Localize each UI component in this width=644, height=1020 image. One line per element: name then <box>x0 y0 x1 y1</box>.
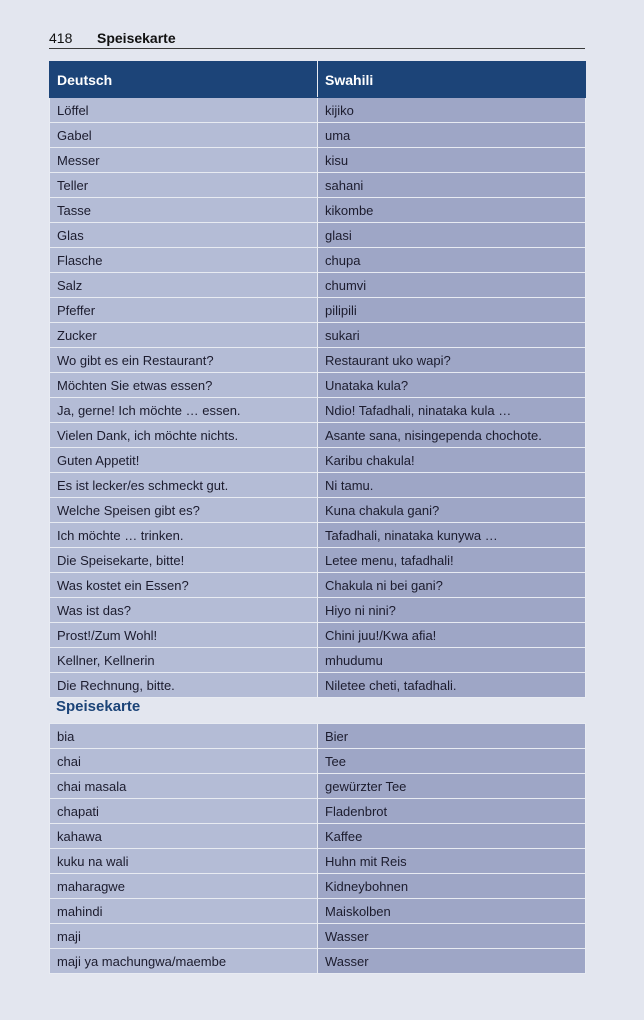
table-row <box>50 573 586 598</box>
table-row <box>50 799 586 824</box>
cell-german: Salz <box>50 273 318 298</box>
table-row <box>50 523 586 548</box>
cell-swahili: chumvi <box>318 273 586 298</box>
table-row <box>50 348 586 373</box>
cell-swahili: kikombe <box>318 198 586 223</box>
table-row <box>50 448 586 473</box>
table-row <box>50 774 586 799</box>
table-row <box>50 623 586 648</box>
cell-swahili: Huhn mit Reis <box>318 849 586 874</box>
table-row <box>50 673 586 698</box>
cell-german: Gabel <box>50 123 318 148</box>
cell-swahili: glasi <box>318 223 586 248</box>
cell-german: Flasche <box>50 248 318 273</box>
table-row <box>50 423 586 448</box>
cell-german: Die Rechnung, bitte. <box>50 673 318 698</box>
cell-swahili: chupa <box>318 248 586 273</box>
table-row <box>50 98 586 123</box>
cell-german: Kellner, Kellnerin <box>50 648 318 673</box>
table-row <box>50 173 586 198</box>
column-header-swahili: Swahili <box>318 62 586 98</box>
running-title: Speisekarte <box>97 30 176 46</box>
cell-swahili: Chakula ni bei gani? <box>318 573 586 598</box>
cell-german: Wo gibt es ein Restaurant? <box>50 348 318 373</box>
cell-swahili: sahani <box>318 173 586 198</box>
table-row <box>50 323 586 348</box>
cell-german: chapati <box>50 799 318 824</box>
cell-swahili: Letee menu, tafadhali! <box>318 548 586 573</box>
page-number: 418 <box>49 30 73 46</box>
cell-swahili: Restaurant uko wapi? <box>318 348 586 373</box>
cell-swahili: Maiskolben <box>318 899 586 924</box>
running-header <box>49 28 585 49</box>
table-row <box>50 148 586 173</box>
table-row <box>50 223 586 248</box>
cell-german: maji <box>50 924 318 949</box>
table-row <box>50 648 586 673</box>
cell-german: Messer <box>50 148 318 173</box>
cell-swahili: pilipili <box>318 298 586 323</box>
table-row <box>50 298 586 323</box>
cell-swahili: Wasser <box>318 924 586 949</box>
menu-table <box>49 723 586 974</box>
cell-german: Welche Speisen gibt es? <box>50 498 318 523</box>
table-row <box>50 273 586 298</box>
cell-swahili: Bier <box>318 724 586 749</box>
table-row <box>50 874 586 899</box>
cell-swahili: kijiko <box>318 98 586 123</box>
cell-swahili: Tee <box>318 749 586 774</box>
cell-german: kuku na wali <box>50 849 318 874</box>
cell-swahili: Kidneybohnen <box>318 874 586 899</box>
cell-german: Prost!/Zum Wohl! <box>50 623 318 648</box>
cell-swahili: Ni tamu. <box>318 473 586 498</box>
cell-swahili: Fladenbrot <box>318 799 586 824</box>
cell-german: kahawa <box>50 824 318 849</box>
cell-german: Ja, gerne! Ich möchte … essen. <box>50 398 318 423</box>
cell-german: chai <box>50 749 318 774</box>
cell-german: maji ya machungwa/maembe <box>50 949 318 974</box>
table-row <box>50 473 586 498</box>
cell-swahili: mhudumu <box>318 648 586 673</box>
phrase-table <box>49 61 586 698</box>
cell-german: mahindi <box>50 899 318 924</box>
cell-swahili: kisu <box>318 148 586 173</box>
cell-swahili: Hiyo ni nini? <box>318 598 586 623</box>
cell-swahili: Chini juu!/Kwa afia! <box>318 623 586 648</box>
table-row <box>50 498 586 523</box>
table-row <box>50 849 586 874</box>
cell-german: maharagwe <box>50 874 318 899</box>
table-row <box>50 398 586 423</box>
cell-swahili: gewürzter Tee <box>318 774 586 799</box>
cell-swahili: Kaffee <box>318 824 586 849</box>
cell-german: Was kostet ein Essen? <box>50 573 318 598</box>
cell-swahili: Asante sana, nisingependa chochote. <box>318 423 586 448</box>
cell-german: Tasse <box>50 198 318 223</box>
table-row <box>50 749 586 774</box>
cell-swahili: Unataka kula? <box>318 373 586 398</box>
cell-swahili: Kuna chakula gani? <box>318 498 586 523</box>
table-row <box>50 824 586 849</box>
table-row <box>50 248 586 273</box>
cell-swahili: Niletee cheti, tafadhali. <box>318 673 586 698</box>
table-row <box>50 548 586 573</box>
cell-german: Löffel <box>50 98 318 123</box>
cell-german: Pfeffer <box>50 298 318 323</box>
table-row <box>50 373 586 398</box>
cell-german: Teller <box>50 173 318 198</box>
cell-german: Glas <box>50 223 318 248</box>
cell-german: Es ist lecker/es schmeckt gut. <box>50 473 318 498</box>
cell-german: Die Speisekarte, bitte! <box>50 548 318 573</box>
cell-swahili: Wasser <box>318 949 586 974</box>
cell-swahili: sukari <box>318 323 586 348</box>
menu-table-body <box>50 724 586 974</box>
cell-swahili: Tafadhali, ninataka kunywa … <box>318 523 586 548</box>
table-row <box>50 924 586 949</box>
table-row <box>50 949 586 974</box>
table-row <box>50 198 586 223</box>
table-row <box>50 899 586 924</box>
cell-german: Was ist das? <box>50 598 318 623</box>
column-header-deutsch: Deutsch <box>50 62 318 98</box>
cell-german: Guten Appetit! <box>50 448 318 473</box>
phrase-table-body <box>50 98 586 698</box>
cell-swahili: Ndio! Tafadhali, ninataka kula … <box>318 398 586 423</box>
cell-swahili: uma <box>318 123 586 148</box>
cell-german: Vielen Dank, ich möchte nichts. <box>50 423 318 448</box>
cell-german: chai masala <box>50 774 318 799</box>
cell-swahili: Karibu chakula! <box>318 448 586 473</box>
table-header-row <box>50 62 586 98</box>
table-row <box>50 724 586 749</box>
cell-german: Ich möchte … trinken. <box>50 523 318 548</box>
cell-german: Zucker <box>50 323 318 348</box>
table-row <box>50 598 586 623</box>
cell-german: Möchten Sie etwas essen? <box>50 373 318 398</box>
section-heading-speisekarte: Speisekarte <box>56 698 141 715</box>
table-row <box>50 123 586 148</box>
cell-german: bia <box>50 724 318 749</box>
